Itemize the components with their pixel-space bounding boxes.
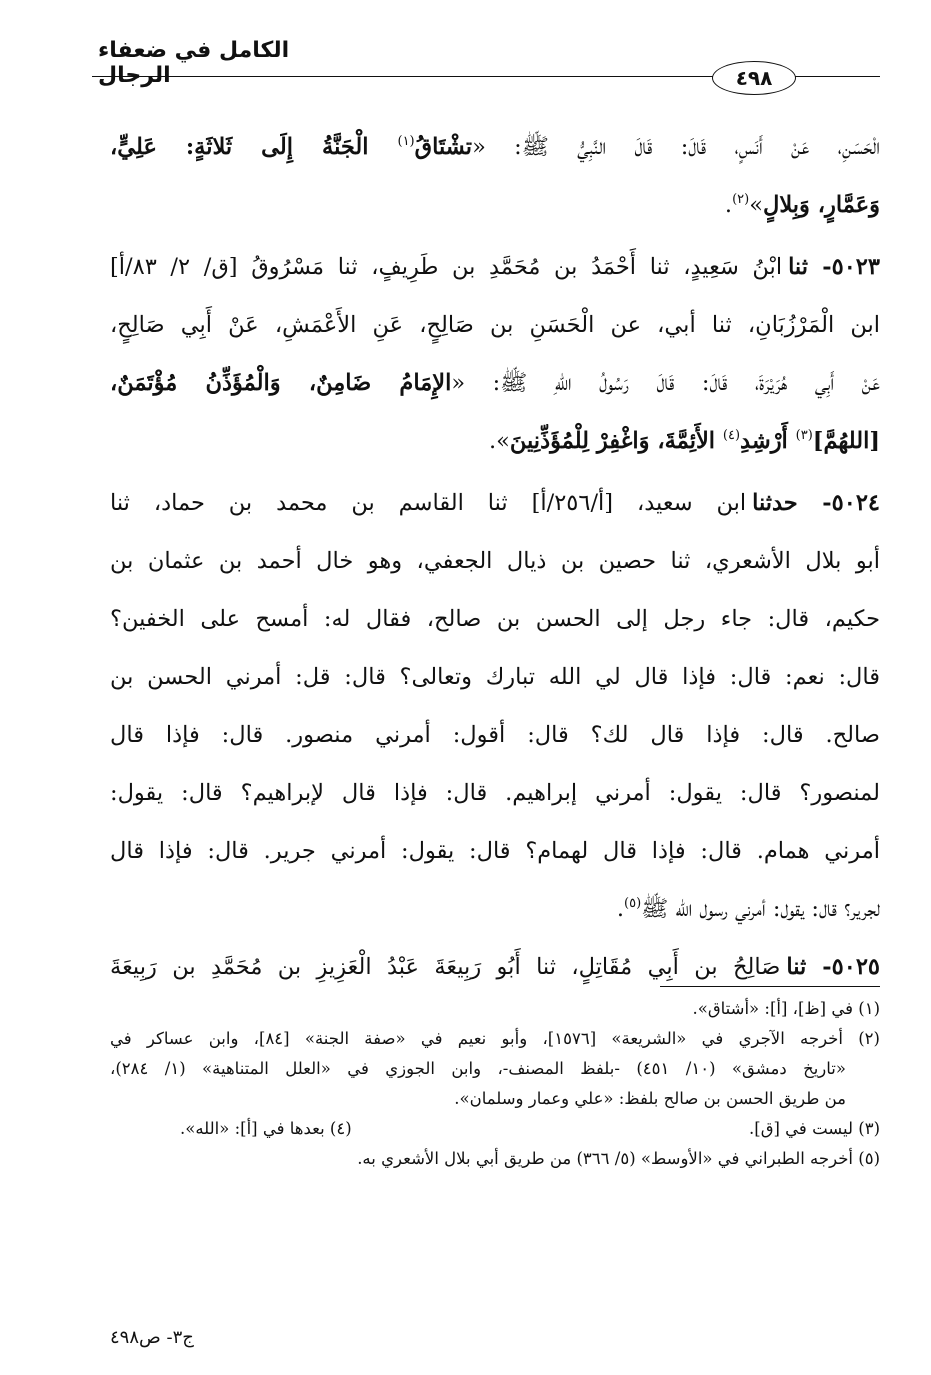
text-run: صَالِحُ بن أَبِي مُقَاتِلٍ، ثنا أَبُو رَبِيعَةَ عَبْدُ الْعَزِيزِ بن مُحَمَّدِ بن رَبِيعَةَ [110,954,781,980]
entry-number: ٥٠٢٣- ثنا [788,254,880,280]
hadith-text: [اللهُمَّ] [812,428,880,454]
footnote-ref: (١) [397,134,415,149]
footnote-separator [660,986,880,987]
hadith-text: تشْتَاقُ [414,134,473,160]
text-line [110,296,880,354]
text-line [110,354,880,412]
text-run: الْحَسَنِ، عَنْ أَنَسٍ، قَالَ: قَالَ النَّبِيُّ ﷺ: « [472,134,880,160]
header-rule-right [794,76,880,77]
text-run: أبو بلال الأشعري، ثنا حصين بن ذيال الجعفي، وهو خال أحمد بن عثمان بن [110,548,880,574]
text-run: قال: نعم: قال: فإذا قال لي الله تبارك وتعالى؟ قال: قل: أمرني الحسن بن [110,664,880,690]
header-rule [92,76,714,77]
text-run: . [724,192,733,218]
text-line [110,412,880,470]
hadith-text: الأَئِمَّةَ، وَاغْفِرْ لِلْمُؤَذِّنِينَ [509,428,723,454]
text-run: لمنصور؟ قال: يقول: أمرني إبراهيم. قال: فإذا قال لإبراهيم؟ قال: يقول: [110,780,880,806]
entry-number: ٥٠٢٤- حدثنا [752,490,880,516]
text-run: ابن الْمَرْزُبَانِ، ثنا أبي، عن الْحَسَنِ بن صَالِحٍ، عَنِ الأَعْمَشِ، عَنْ أَبِي صَالِحٍ، [110,312,880,338]
text-run: لجرير؟ قال: يقول: أمرني رسول الله ﷺ [641,896,880,922]
text-run: ». [488,428,510,454]
text-line [110,590,880,648]
volume-marker: ج٣- ص٤٩٨ [110,1327,194,1348]
footnote-ref: (٤) [722,428,741,443]
hadith-text: وَعَمَّارٍ، وَبِلالٍ [762,192,880,218]
text-run: ابن سعيد، [أ/٢٥٦/أ] ثنا القاسم بن محمد بن حماد، ثنا [110,490,747,516]
text-line [110,706,880,764]
text-line [110,880,880,938]
footnote-2: (٢) أخرجه الآجري في «الشريعة» [١٥٧٦]، وأبو نعيم في «صفة الجنة» [٨٤]، وابن عساكر في [110,1029,880,1048]
text-run: ابْنُ سَعِيدٍ، ثنا أَحْمَدُ بن مُحَمَّدِ بن طَرِيفٍ، ثنا مَسْرُوقُ [ق/ ٢/ ٨٣/أ] [110,254,783,280]
entry-number: ٥٠٢٥- ثنا [786,954,880,980]
text-line [110,532,880,590]
hadith-text: الْجَنَّةُ إِلَى ثَلاثَةٍ: عَلِيٍّ، [110,134,398,160]
footnote-ref: (٢) [732,192,750,207]
footnote-ref: (٥) [624,896,642,911]
running-title: الكامل في ضعفاء الرجال [98,38,290,88]
footnote-row-3-4 [180,1114,880,1144]
text-line [110,474,880,532]
footnote-2-continuation: «تاريخ دمشق» (١٠/ ٤٥١) -بلفظ المصنف-، وابن الجوزي في «العلل المتناهية» (١/ ٢٨٤)، [110,1059,846,1078]
footnote-1: (١) في [ظ]، [أ]: «أشتاق». [692,999,880,1018]
body-text [110,118,880,996]
text-line [110,118,880,176]
text-line [110,822,880,880]
hadith-text: أَرْشِدِ [740,428,796,454]
text-line [110,938,880,996]
page-number: ٤٩٨ [712,61,796,95]
footnote-5: (٥) أخرجه الطبراني في «الأوسط» (٥/ ٣٦٦) من طريق أبي بلال الأشعري به. [357,1149,880,1168]
footnote-ref: (٣) [795,428,813,443]
text-run: صالح. قال: فإذا قال لك؟ قال: أقول: أمرني منصور. قال: فإذا قال [110,722,880,748]
text-run: . [616,896,624,922]
footnote-2-continuation-end: من طريق الحسن بن صالح بلفظ: «علي وعمار وسلمان». [454,1089,846,1108]
hadith-text: الإِمَامُ ضَامِنٌ، وَالْمُؤَذِّنُ مُؤْتَمَنٌ، [110,370,452,396]
text-line [110,764,880,822]
text-run: حكيم، قال: جاء رجل إلى الحسن بن صالح، فقال له: أمسح على الخفين؟ [110,606,880,632]
text-run: أمرني همام. قال: فإذا قال لهمام؟ قال: يقول: أمرني جرير. قال: فإذا قال [110,838,880,864]
text-line [110,176,880,234]
footnote-3: (٣) ليست في [ق]. [749,1119,880,1138]
footnote-4: (٤) بعدها في [أ]: «الله». [180,1119,352,1138]
text-run: عَنْ أَبِي هُرَيْرَةَ، قَالَ: قَالَ رَسُولُ اللهِ ﷺ: « [451,370,880,396]
text-line [110,648,880,706]
text-run: » [749,192,763,218]
text-line [110,238,880,296]
footnotes [110,994,880,1174]
